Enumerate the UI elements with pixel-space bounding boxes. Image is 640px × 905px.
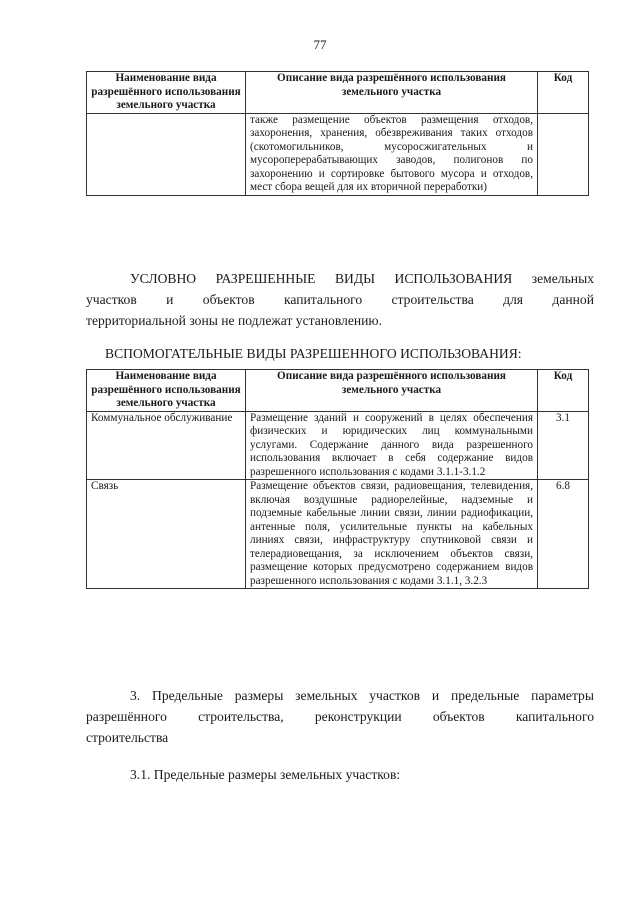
row-description: Размещение объектов связи, радиовещания, телевидения, включая воздушные радиорелейные, надземные и подземные кабельные линии связи, линии радиофикации, антенные поля, усилительные пункты на кабельных линиях связи, инфраструктуру спутниковой связи и телерадиовещания, за исключением объектов связи, размещение которых предусмотрено содержанием видов разрешенного использования с кодами 3.1.1, 3.2.3 [246,480,538,589]
table-row [87,411,589,480]
row-name [87,113,246,195]
header-code: Код [538,72,589,114]
page-number: 77 [313,37,327,52]
land-use-table-continued [86,71,589,196]
header-name: Наименование вида разрешённого использования земельного участка [87,72,246,114]
row-description: также размещение объектов размещения отходов, захоронения, хранения, обезвреживания таких отходов (скотомогильников, мусоросжигательных и мусороперерабатывающих заводов, полигонов по захоронению и сортировке бытового мусора и отходов, мест сбора вещей для их вторичной переработки) [246,113,538,195]
row-code: 3.1 [538,411,589,480]
row-name: Связь [87,480,246,589]
section-3-1-heading: 3.1. Предельные размеры земельных участков: [130,767,401,782]
table-row [87,113,589,195]
section-3-line2: разрешённого строительства, реконструкции объектов капитального [86,709,594,724]
conditional-uses-paragraph [86,268,594,331]
row-name: Коммунальное обслуживание [87,411,246,480]
header-code: Код [538,370,589,412]
row-code: 6.8 [538,480,589,589]
conditional-uses-caps: УСЛОВНО РАЗРЕШЕННЫЕ ВИДЫ ИСПОЛЬЗОВАНИЯ [130,271,513,286]
table-header-row [87,370,589,412]
row-code [538,113,589,195]
header-name: Наименование вида разрешённого использования земельного участка [87,370,246,412]
section-3-line3: строительства [86,730,169,745]
auxiliary-uses-table [86,369,589,589]
table-row [87,480,589,589]
row-description: Размещение зданий и сооружений в целях обеспечения физических и юридических лиц коммунальными услугами. Содержание данного вида разрешенного использования включает в себя содержание видов разрешенного использования с кодами 3.1.1-3.1.2 [246,411,538,480]
section-3-paragraph [86,685,594,748]
conditional-uses-line2: участков и объектов капитального строительства для данной [86,292,594,307]
auxiliary-uses-heading: ВСПОМОГАТЕЛЬНЫЕ ВИДЫ РАЗРЕШЕННОГО ИСПОЛЬЗОВАНИЯ: [105,346,522,361]
header-description: Описание вида разрешённого использования земельного участка [246,72,538,114]
section-3-line1: 3. Предельные размеры земельных участков и предельные параметры [130,688,594,703]
conditional-uses-line1-rest: земельных [531,271,594,286]
table-header-row [87,72,589,114]
conditional-uses-line3: территориальной зоны не подлежат установлению. [86,313,382,328]
header-description: Описание вида разрешённого использования земельного участка [246,370,538,412]
